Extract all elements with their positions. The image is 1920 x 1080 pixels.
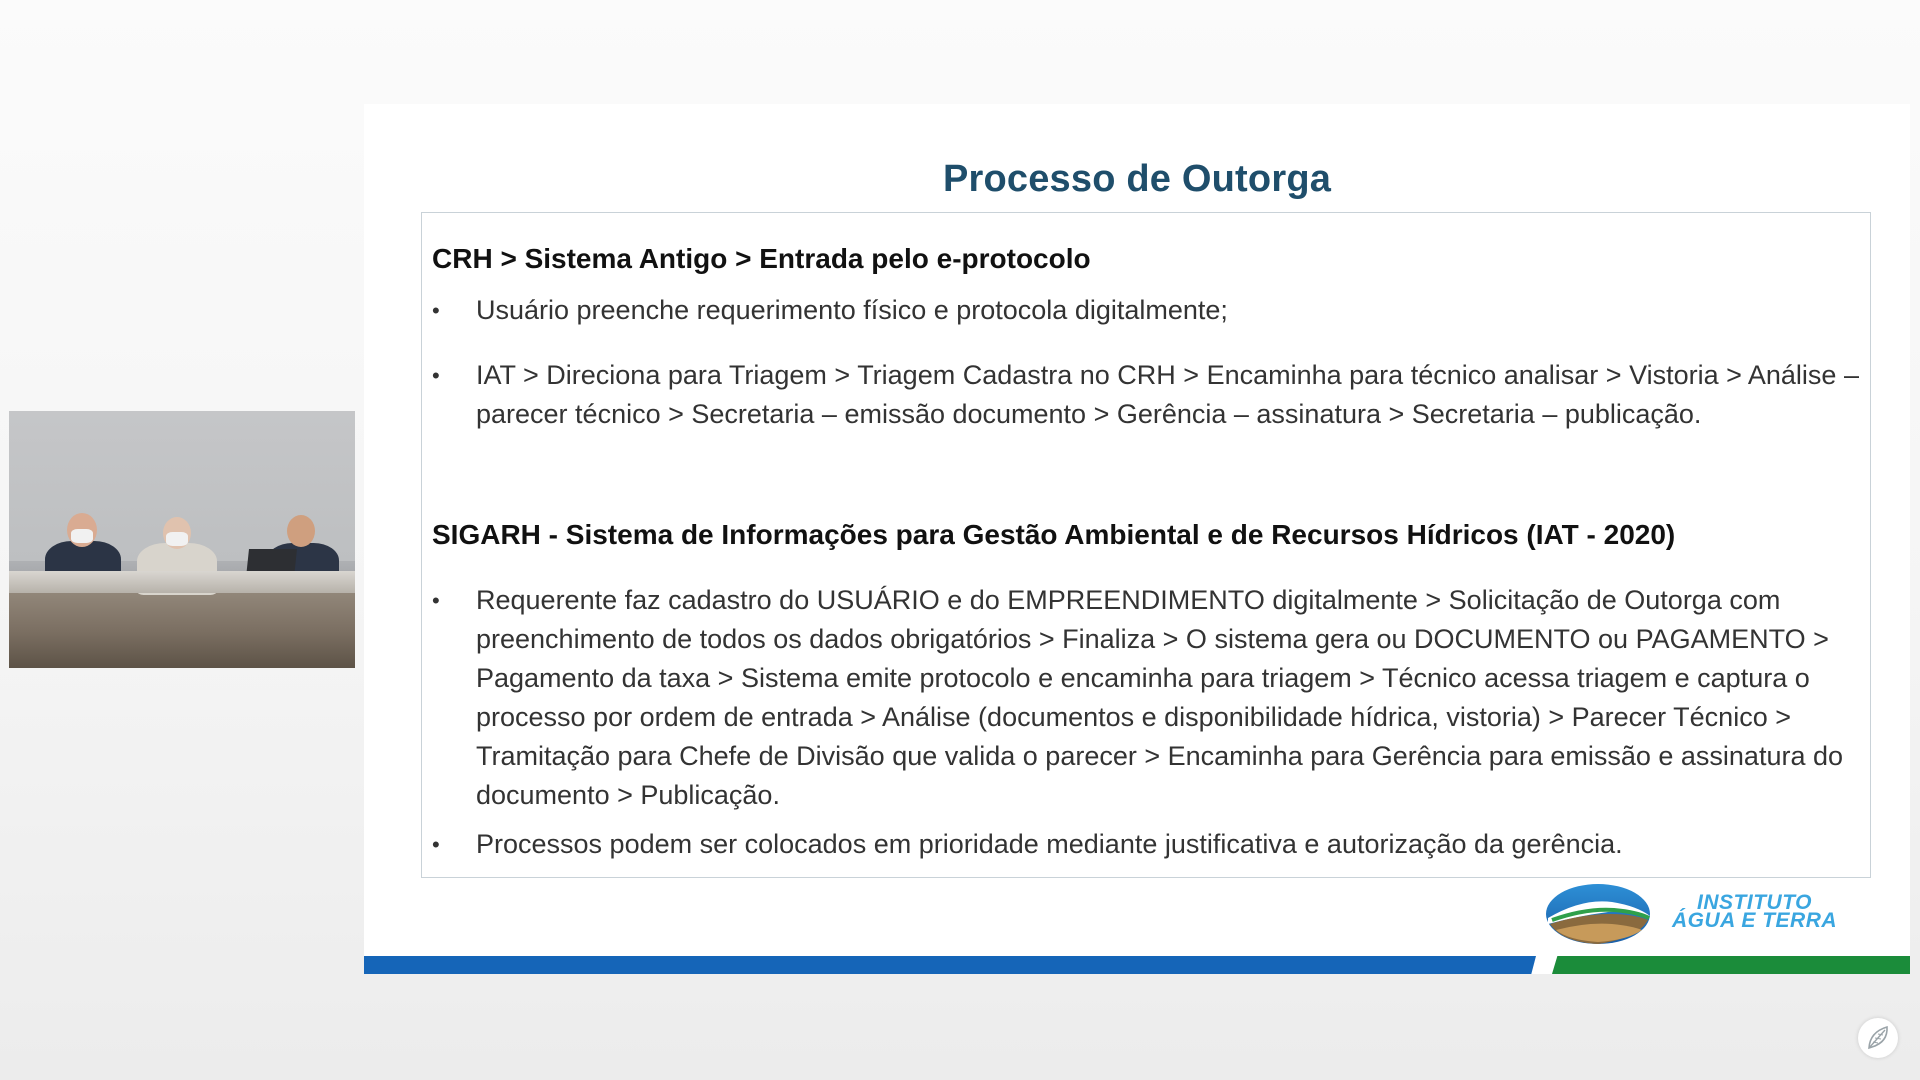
- bullet-dot: •: [432, 298, 440, 323]
- participant-1-mask: [71, 529, 93, 543]
- slide-title: Processo de Outorga: [942, 158, 1332, 200]
- slide-content-box: [421, 212, 1871, 878]
- bullet-dot: •: [432, 363, 440, 388]
- bullet-text: IAT > Direciona para Triagem > Triagem Cadastra no CRH > Encaminha para técnico analisar > Vistoria > Análise – parecer técnico > Secretaria – emissão documento > Gerência – assinatura > Secretaria – publicação.: [476, 360, 1859, 429]
- bullet-item: [432, 291, 1860, 330]
- instituto-agua-e-terra-logo: [1542, 880, 1902, 950]
- participant-3-head: [287, 515, 315, 547]
- bullet-item: [432, 825, 1860, 864]
- bullet-item: [432, 356, 1860, 434]
- section-heading-sigarh: SIGARH - Sistema de Informações para Gestão Ambiental e de Recursos Hídricos (IAT - 2020): [432, 519, 1676, 550]
- leaf-icon-graphic: [1858, 1018, 1898, 1058]
- bullet-text: Processos podem ser colocados em prioridade mediante justificativa e autorização da gerência.: [476, 829, 1623, 859]
- bullet-item: [432, 581, 1860, 815]
- bullet-text: Requerente faz cadastro do USUÁRIO e do EMPREENDIMENTO digitalmente > Solicitação de Outorga com preenchimento de todos os dados obrigatórios > Finaliza > O sistema gera ou DOCUMENTO ou PAGAMENTO > Pagamento da taxa > Sistema emite protocolo e encaminha para triagem > Técnico acessa triagem e captura o processo por ordem de entrada > Análise (documentos e disponibilidade hídrica, vistoria) > Parecer Técnico > Tramitação para Chefe de Divisão que valida o parecer > Encaminha para Gerência para emissão e assinatura do documento > Publicação.: [476, 585, 1844, 810]
- webcam-feed: [9, 411, 355, 668]
- globe-landscape-icon: [1542, 880, 1662, 950]
- logo-line-2: ÁGUA E TERRA: [1672, 909, 1838, 932]
- presentation-slide: [364, 104, 1910, 974]
- bullet-dot: •: [432, 832, 440, 857]
- section-heading-crh: CRH > Sistema Antigo > Entrada pelo e-protocolo: [432, 243, 1091, 274]
- footer-bar-green: [1552, 956, 1910, 974]
- webcam-tabletop: [9, 571, 355, 593]
- bullet-dot: •: [432, 588, 440, 613]
- leaf-icon: [1858, 1018, 1898, 1058]
- bullet-text: Usuário preenche requerimento físico e protocola digitalmente;: [476, 295, 1228, 325]
- participant-2-mask: [166, 532, 188, 546]
- logo-line-1: INSTITUTO: [1697, 891, 1812, 914]
- logo-wordmark: [1672, 891, 1838, 932]
- footer-bar-blue: [364, 956, 1536, 974]
